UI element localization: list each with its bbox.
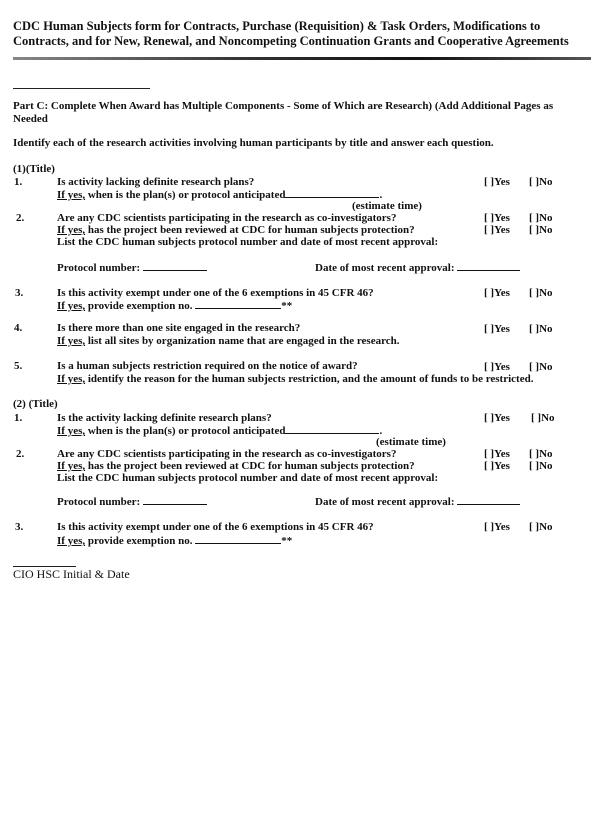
question-text: Is a human subjects restriction required on the notice of award? bbox=[57, 360, 358, 372]
approval-date-field[interactable] bbox=[457, 261, 520, 271]
yes-checkbox[interactable]: [ ]Yes bbox=[484, 361, 510, 373]
if-yes-label: If yes, bbox=[57, 460, 86, 472]
yes-checkbox[interactable]: [ ]Yes bbox=[484, 412, 510, 424]
question-number: 1. bbox=[14, 176, 23, 188]
no-checkbox[interactable]: [ ]No bbox=[529, 460, 553, 472]
approval-date-row bbox=[315, 261, 520, 275]
followup-text bbox=[57, 534, 292, 548]
list-protocol-text: List the CDC human subjects protocol number and date of most recent approval: bbox=[57, 472, 439, 484]
activity-1-title: (1)(Title) bbox=[13, 163, 55, 175]
yes-checkbox[interactable]: [ ]Yes bbox=[484, 224, 510, 236]
no-checkbox[interactable]: [ ]No bbox=[529, 287, 553, 299]
estimate-time-hint: (estimate time) bbox=[352, 200, 422, 212]
question-text: Is this activity exempt under one of the 6 exemptions in 45 CFR 46? bbox=[57, 287, 374, 299]
estimate-time-hint: (estimate time) bbox=[376, 436, 446, 448]
form-title-line-1: CDC Human Subjects form for Contracts, Purchase (Requisition) & Task Orders, Modifications to bbox=[13, 19, 541, 33]
protocol-number-row bbox=[57, 495, 207, 509]
if-yes-label: If yes, bbox=[57, 373, 86, 385]
question-text: Is the activity lacking definite research plans? bbox=[57, 412, 272, 424]
no-checkbox[interactable]: [ ]No bbox=[529, 212, 553, 224]
followup-text bbox=[57, 188, 382, 202]
period: . bbox=[379, 425, 383, 437]
part-c-heading: Part C: Complete When Award has Multiple Components - Some of Which are Research) (Add Additional Pages as bbox=[13, 100, 554, 112]
exemption-number-field[interactable] bbox=[195, 534, 281, 544]
no-checkbox[interactable]: [ ]No bbox=[529, 521, 553, 533]
yes-checkbox[interactable]: [ ]Yes bbox=[484, 323, 510, 335]
activity-2-title: (2) (Title) bbox=[13, 398, 58, 410]
if-yes-label: If yes, bbox=[57, 189, 86, 201]
instructions: Identify each of the research activities involving human participants by title and answer each question. bbox=[13, 137, 494, 149]
protocol-number-row bbox=[57, 261, 207, 275]
no-checkbox[interactable]: [ ]No bbox=[529, 448, 553, 460]
yes-checkbox[interactable]: [ ]Yes bbox=[484, 212, 510, 224]
question-number: 1. bbox=[14, 412, 23, 424]
yes-checkbox[interactable]: [ ]Yes bbox=[484, 448, 510, 460]
yes-checkbox[interactable]: [ ]Yes bbox=[484, 521, 510, 533]
period: . bbox=[379, 189, 383, 201]
approval-date-label: Date of most recent approval: bbox=[315, 262, 455, 274]
yes-checkbox[interactable]: [ ]Yes bbox=[484, 176, 510, 188]
question-text: Is there more than one site engaged in the research? bbox=[57, 322, 301, 334]
followup-label: provide exemption no. bbox=[85, 300, 193, 312]
protocol-number-label: Protocol number: bbox=[57, 262, 141, 274]
if-yes-label: If yes, bbox=[57, 425, 86, 437]
followup-text bbox=[57, 424, 382, 438]
question-text: Are any CDC scientists participating in the research as co-investigators? bbox=[57, 212, 397, 224]
blank-line-top bbox=[13, 88, 150, 89]
if-yes-label: If yes, bbox=[57, 224, 86, 236]
question-number: 5. bbox=[14, 360, 23, 372]
approval-date-label: Date of most recent approval: bbox=[315, 496, 455, 508]
followup-label: has the project been reviewed at CDC for human subjects protection? bbox=[85, 224, 415, 236]
approval-date-row bbox=[315, 495, 520, 509]
exemption-number-field[interactable] bbox=[195, 299, 281, 309]
protocol-number-field[interactable] bbox=[143, 261, 207, 271]
no-checkbox[interactable]: [ ]No bbox=[529, 323, 553, 335]
approval-date-field[interactable] bbox=[457, 495, 520, 505]
asterisks: ** bbox=[281, 535, 293, 547]
if-yes-label: If yes, bbox=[57, 535, 86, 547]
part-c-heading-cont: Needed bbox=[13, 113, 48, 125]
no-checkbox[interactable]: [ ]No bbox=[531, 412, 555, 424]
question-number: 2. bbox=[16, 448, 25, 460]
yes-checkbox[interactable]: [ ]Yes bbox=[484, 460, 510, 472]
question-number: 2. bbox=[16, 212, 25, 224]
if-yes-label: If yes, bbox=[57, 335, 86, 347]
question-text: Are any CDC scientists participating in the research as co-investigators? bbox=[57, 448, 397, 460]
followup-label: list all sites by organization name that are engaged in the research. bbox=[85, 335, 400, 347]
protocol-number-field[interactable] bbox=[143, 495, 207, 505]
no-checkbox[interactable]: [ ]No bbox=[529, 224, 553, 236]
question-text: Is activity lacking definite research plans? bbox=[57, 176, 255, 188]
followup-label: provide exemption no. bbox=[85, 535, 193, 547]
question-number: 3. bbox=[15, 287, 24, 299]
followup-label: when is the plan(s) or protocol anticipated bbox=[85, 425, 286, 437]
header-divider bbox=[13, 57, 591, 60]
anticipated-time-field[interactable] bbox=[285, 188, 379, 198]
followup-text bbox=[57, 373, 533, 386]
question-number: 4. bbox=[14, 322, 23, 334]
form-title-line-2: Contracts, and for New, Renewal, and Noncompeting Continuation Grants and Cooperative Agreements bbox=[13, 34, 569, 48]
followup-text bbox=[57, 335, 400, 348]
question-number: 3. bbox=[15, 521, 24, 533]
protocol-number-label: Protocol number: bbox=[57, 496, 141, 508]
no-checkbox[interactable]: [ ]No bbox=[529, 361, 553, 373]
list-protocol-text: List the CDC human subjects protocol number and date of most recent approval: bbox=[57, 236, 439, 248]
followup-label: has the project been reviewed at CDC for human subjects protection? bbox=[85, 460, 415, 472]
if-yes-label: If yes, bbox=[57, 300, 86, 312]
followup-label: identify the reason for the human subjects restriction, and the amount of funds to be restricted. bbox=[85, 373, 534, 385]
followup-label: when is the plan(s) or protocol anticipated bbox=[85, 189, 286, 201]
signature-label: CIO HSC Initial & Date bbox=[13, 567, 130, 581]
yes-checkbox[interactable]: [ ]Yes bbox=[484, 287, 510, 299]
asterisks: ** bbox=[281, 300, 293, 312]
question-text: Is this activity exempt under one of the 6 exemptions in 45 CFR 46? bbox=[57, 521, 374, 533]
anticipated-time-field[interactable] bbox=[285, 424, 379, 434]
followup-text bbox=[57, 299, 292, 313]
no-checkbox[interactable]: [ ]No bbox=[529, 176, 553, 188]
